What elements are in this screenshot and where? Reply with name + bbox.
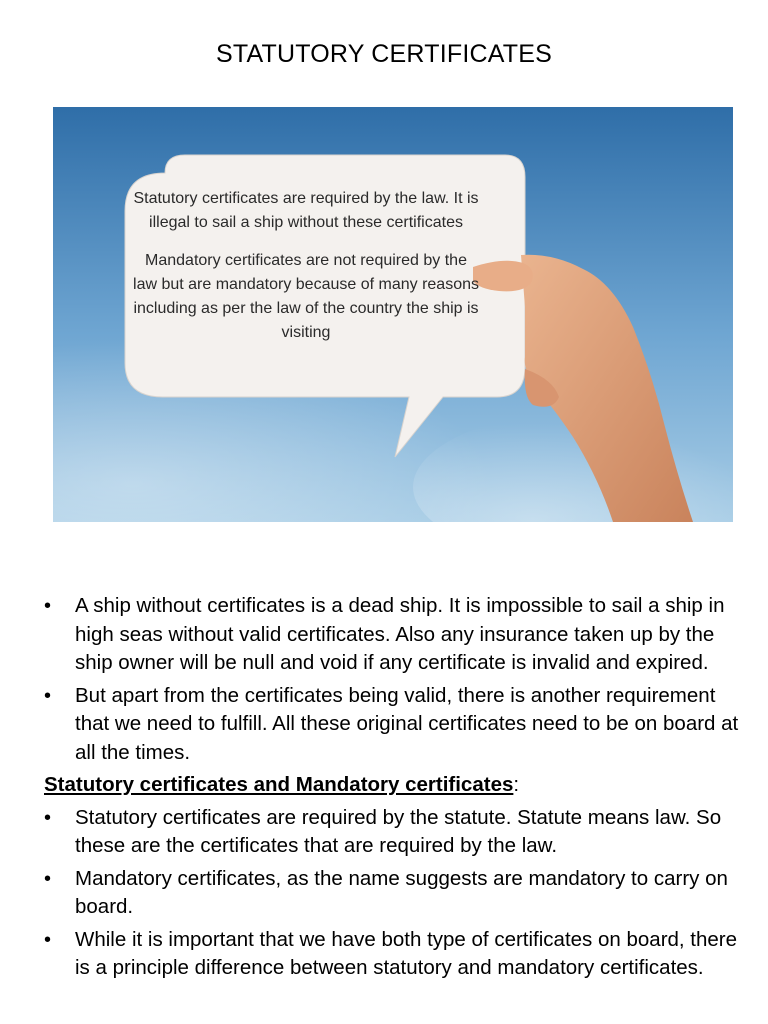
list-item — [44, 592, 744, 678]
list-item — [44, 865, 744, 922]
bubble-paragraph-mandatory: Mandatory certificates are not required by the law but are mandatory because of many reasons including as per the law of the country the ship is visiting — [133, 252, 479, 341]
speech-bubble-image — [53, 107, 733, 522]
list-item-text: But apart from the certificates being valid, there is another requirement that we need to fulfill. All these original certificates need to be on board at all the times. — [75, 683, 739, 764]
bubble-paragraph-statutory: Statutory certificates are required by the law. It is illegal to sail a ship without these certificates — [133, 190, 479, 231]
bullet-list-top — [44, 592, 744, 767]
bullet-icon: • — [44, 684, 52, 707]
bullet-icon: • — [44, 928, 52, 951]
list-item — [44, 682, 744, 768]
bullet-list-bottom — [44, 804, 744, 983]
speech-bubble-text — [131, 187, 481, 359]
slide-body — [44, 592, 744, 987]
list-item — [44, 926, 744, 983]
section-heading-colon: : — [513, 773, 520, 796]
list-item — [44, 804, 744, 861]
list-item-text: While it is important that we have both type of certificates on board, there is a principle difference between statutory and mandatory certificates. — [75, 927, 738, 979]
bullet-icon: • — [44, 867, 52, 890]
bullet-icon: • — [44, 806, 52, 829]
page-title: STATUTORY CERTIFICATES — [216, 40, 552, 68]
list-item-text: Statutory certificates are required by the statute. Statute means law. So these are the certificates that are required by the law. — [75, 805, 722, 857]
list-item-text: A ship without certificates is a dead ship. It is impossible to sail a ship in high seas without valid certificates. Also any insurance taken up by the ship owner will be null and void if any certificate is invalid and expired. — [75, 594, 725, 674]
list-item-text: Mandatory certificates, as the name suggests are mandatory to carry on board. — [75, 866, 728, 918]
section-heading — [44, 771, 744, 800]
section-heading-text: Statutory certificates and Mandatory certificates — [44, 773, 514, 796]
thumb-illustration — [473, 261, 533, 292]
bullet-icon: • — [44, 595, 52, 617]
